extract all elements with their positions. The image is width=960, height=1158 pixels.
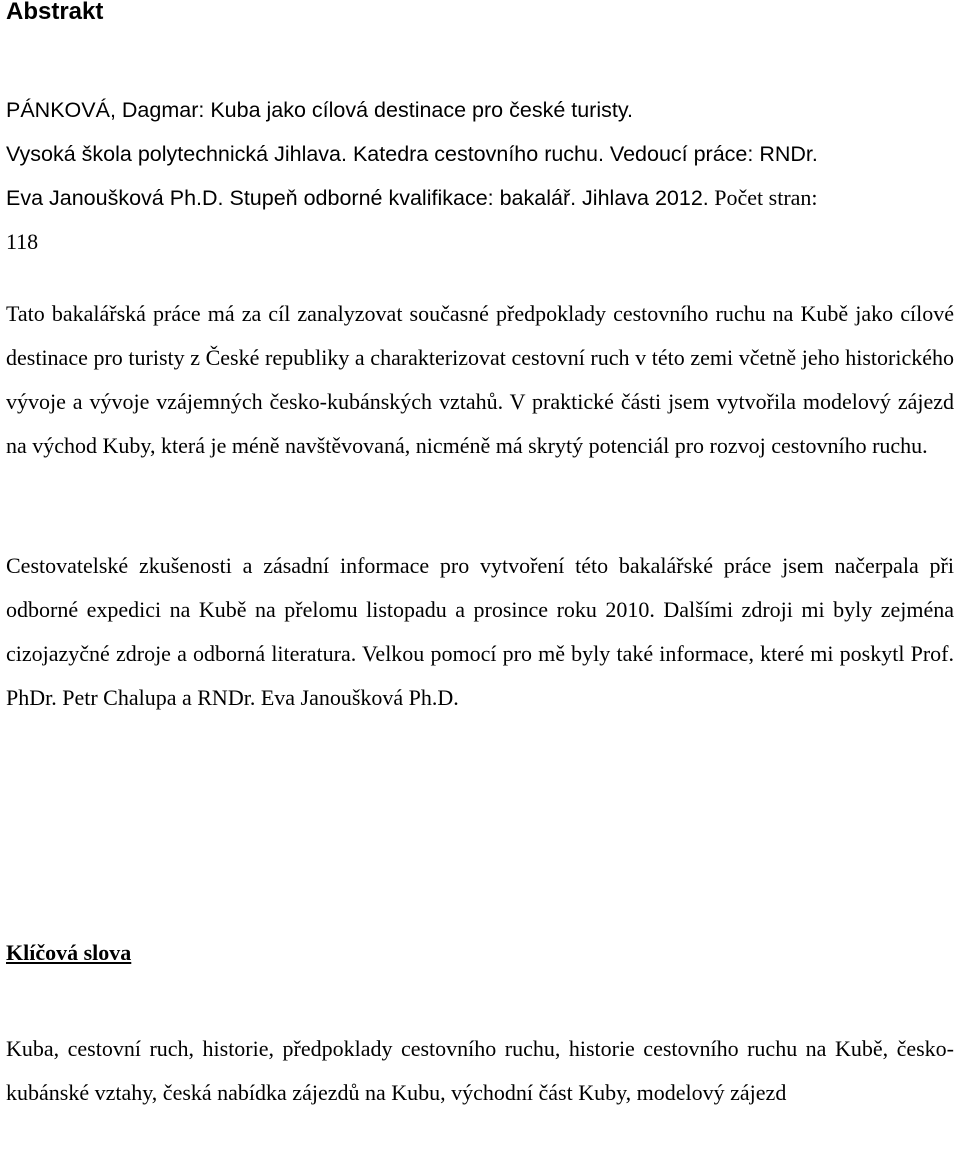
abstract-heading: Abstrakt <box>6 0 104 25</box>
citation-line-3 <box>6 176 954 220</box>
citation-line-3-main: Eva Janoušková Ph.D. Stupeň odborné kvalifikace: bakalář. Jihlava 2012. <box>6 186 709 210</box>
citation-line-2: Vysoká škola polytechnická Jihlava. Katedra cestovního ruchu. Vedoucí práce: RNDr. <box>6 142 818 166</box>
abstract-paragraph-2: Cestovatelské zkušenosti a zásadní informace pro vytvoření této bakalářské práce jsem načerpala při odborné expedici na Kubě na přelomu listopadu a prosince roku 2010. Dalšími zdroji mi byly zejména cizojazyčné zdroje a odborná literatura. Velkou pomocí pro mě byly také informace, které mi poskytl Prof. PhDr. Petr Chalupa a RNDr. Eva Janoušková Ph.D. <box>6 553 954 710</box>
keywords-text: Kuba, cestovní ruch, historie, předpoklady cestovního ruchu, historie cestovního ruchu na Kubě, česko-kubánské vztahy, česká nabídka zájezdů na Kubu, východní část Kuby, modelový zájezd <box>6 1036 954 1105</box>
citation-block <box>6 88 954 264</box>
citation-page-count-value: 118 <box>6 229 39 254</box>
abstract-paragraph-1: Tato bakalářská práce má za cíl zanalyzovat současné předpoklady cestovního ruchu na Kubě jako cílové destinace pro turisty z České republiky a charakterizovat cestovní ruch v této zemi včetně jeho historického vývoje a vývoje vzájemných česko-kubánských vztahů. V praktické části jsem vytvořila modelový zájezd na východ Kuby, která je méně navštěvovaná, nicméně má skrytý potenciál pro rozvoj cestovního ruchu. <box>6 301 954 458</box>
keywords-heading: Klíčová slova <box>6 940 132 965</box>
citation-line-1: PÁNKOVÁ, Dagmar: Kuba jako cílová destinace pro české turisty. <box>6 98 633 122</box>
citation-page-count-label: Počet stran: <box>708 185 818 210</box>
